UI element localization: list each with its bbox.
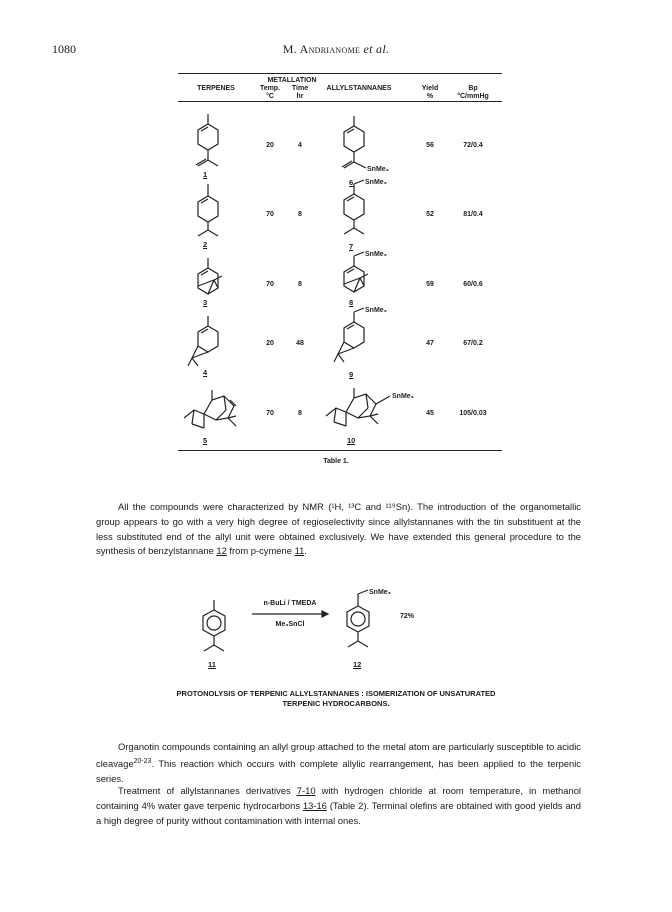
structure-carene xyxy=(188,314,228,370)
structure-terpene-2 xyxy=(188,182,228,242)
header-temp-unit: °C xyxy=(266,93,274,100)
running-header-etal: et al. xyxy=(363,42,390,56)
compound-number-2: 2 xyxy=(203,240,208,249)
header-time xyxy=(288,85,312,101)
nmr-nuclei: ¹H, ¹³C and ¹¹⁹Sn xyxy=(331,501,408,512)
structure-pinene xyxy=(188,256,228,312)
cell-yield: 45 xyxy=(426,410,434,417)
structure-stannane-9 xyxy=(334,306,394,370)
structure-limonene xyxy=(188,112,228,182)
cell-temp: 70 xyxy=(266,410,274,417)
compound-number-5: 5 xyxy=(203,436,208,445)
paragraph-characterization: All the compounds were characterized by NMR (¹H, ¹³C and ¹¹⁹Sn). The introduction of the organometallic group appears to go with a very high degree of regioselectivity since allylstannanes with the tin substituent at the less substituted end of the allyl unit were obtained exclusively. We have extended this general procedure to the synthesis of benzylstannane 12 from p-cymene 11. xyxy=(96,501,581,557)
header-allylstannanes: ALLYLSTANNANES xyxy=(326,85,392,92)
structure-p-cymene xyxy=(192,598,236,662)
ref-11: 11 xyxy=(294,545,305,557)
header-terpenes: TERPENES xyxy=(197,85,235,92)
ref-citation-20-23: 20-23 xyxy=(133,757,152,765)
stannyl-label: SnMe₃ xyxy=(369,589,391,596)
structure-stannane-10 xyxy=(322,384,432,434)
structure-stannane-6 xyxy=(334,116,394,186)
paragraph-treatment: Treatment of allylstannanes derivatives 7-10 with hydrogen chloride at room temperature, in methanol containing 4% water gave terpenic hydrocarbons 13-16 (Table 2). Terminal olefins are obtained with good yields and a high degree of purity without contamination with internal ones. xyxy=(96,785,581,826)
cell-bp: 81/0.4 xyxy=(463,211,483,218)
cell-bp: 105/0.03 xyxy=(459,410,487,417)
compound-number-12: 12 xyxy=(353,660,362,669)
cell-bp: 72/0.4 xyxy=(463,142,483,149)
ref-12: 12 xyxy=(216,545,227,557)
cell-temp: 20 xyxy=(266,142,274,149)
header-yield-label: Yield xyxy=(421,85,439,92)
header-yield-unit: % xyxy=(426,93,434,100)
compound-number-8: 8 xyxy=(349,298,354,307)
structure-stannane-7 xyxy=(334,180,394,250)
cell-time: 8 xyxy=(298,281,302,288)
header-time-unit: hr xyxy=(296,93,304,100)
section-heading-line-1: PROTONOLYSIS OF TERPENIC ALLYLSTANNANES : ISOMERIZATION OF UNSATURATED xyxy=(176,689,496,698)
header-metallation: METALLATION xyxy=(267,77,317,84)
compound-number-6: 6 xyxy=(349,178,354,187)
stannyl-label: SnMe₃ xyxy=(392,393,414,400)
ref-range-13-16: 13-16 xyxy=(302,799,327,811)
section-heading-line-2: TERPENIC HYDROCARBONS. xyxy=(282,699,390,708)
header-temp xyxy=(258,85,282,101)
compound-number-7: 7 xyxy=(349,242,354,251)
header-bp-label: Bp xyxy=(468,85,478,92)
section-heading xyxy=(120,689,552,709)
cell-time: 8 xyxy=(298,211,302,218)
compound-number-3: 3 xyxy=(203,298,208,307)
running-header-authors: M. Andrianome xyxy=(282,42,361,56)
compound-number-1: 1 xyxy=(203,170,208,179)
structure-stannane-8 xyxy=(334,250,394,310)
scheme-yield: 72% xyxy=(399,613,414,620)
structure-sesquiterpene-5 xyxy=(180,386,250,436)
cell-temp: 70 xyxy=(266,211,274,218)
structure-benzylstannane-12 xyxy=(336,586,406,656)
header-temp-label: Temp. xyxy=(259,85,281,92)
compound-number-4: 4 xyxy=(203,368,208,377)
running-header xyxy=(0,42,672,57)
cell-yield: 52 xyxy=(426,211,434,218)
header-time-label: Time xyxy=(291,85,309,92)
reagent-bottom: Me₃SnCl xyxy=(275,621,305,628)
reaction-arrow xyxy=(250,609,330,619)
cell-time: 48 xyxy=(296,340,304,347)
table-bottom-rule xyxy=(178,450,502,451)
header-bp xyxy=(450,85,496,101)
cell-time: 4 xyxy=(298,142,302,149)
cell-temp: 20 xyxy=(266,340,274,347)
compound-number-10: 10 xyxy=(347,436,356,445)
cell-yield: 56 xyxy=(426,142,434,149)
header-yield xyxy=(418,85,442,101)
stannyl-label: SnMe₃ xyxy=(365,179,387,186)
cell-yield: 59 xyxy=(426,281,434,288)
compound-number-11: 11 xyxy=(208,660,216,669)
page-number: 1080 xyxy=(52,42,76,56)
reagent-top: n-BuLi / TMEDA xyxy=(263,600,317,607)
cell-time: 8 xyxy=(298,410,302,417)
cell-temp: 70 xyxy=(266,281,274,288)
table-caption: Table 1. xyxy=(323,458,349,465)
table-top-rule xyxy=(178,73,502,74)
paragraph-acidic-cleavage: Organotin compounds containing an allyl group attached to the metal atom are particularly susceptible to acidic cleavage$^{20-23}$. This reaction which occurs with complete allylic rearrangement, has been applied to the terpenic series. xyxy=(96,741,581,784)
table-header-rule xyxy=(178,101,502,102)
stannyl-label: SnMe₃ xyxy=(365,307,387,314)
stannyl-label: SnMe₃ xyxy=(367,166,389,173)
header-bp-unit: °C/mmHg xyxy=(457,93,489,100)
compound-number-9: 9 xyxy=(349,370,354,379)
stannyl-label: SnMe₃ xyxy=(365,251,387,258)
cell-bp: 60/0.6 xyxy=(463,281,483,288)
ref-range-7-10: 7-10 xyxy=(296,785,316,796)
cell-bp: 67/0.2 xyxy=(463,340,483,347)
cell-yield: 47 xyxy=(426,340,434,347)
